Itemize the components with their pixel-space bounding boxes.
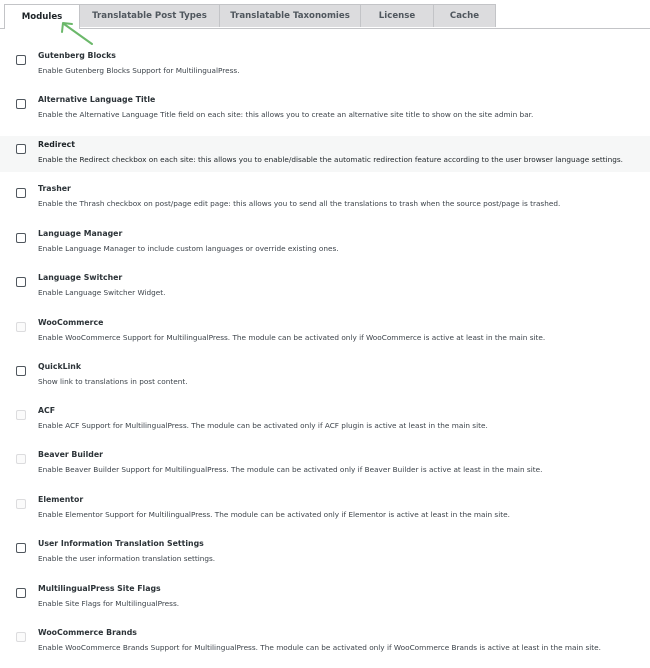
module-checkbox[interactable] (16, 277, 26, 287)
module-acf (0, 402, 650, 438)
module-trasher (0, 180, 650, 216)
module-elementor (0, 491, 650, 527)
module-checkbox[interactable] (16, 99, 26, 109)
module-checkbox[interactable] (16, 543, 26, 553)
module-title: MultilingualPress Site Flags (38, 584, 161, 593)
module-woocommerce (0, 314, 650, 350)
tab-translatable-taxonomies[interactable]: Translatable Taxonomies (219, 4, 361, 27)
module-title: Alternative Language Title (38, 95, 156, 104)
module-description: Enable Language Switcher Widget. (38, 288, 166, 297)
module-title: Redirect (38, 140, 76, 149)
module-checkbox (16, 632, 26, 642)
module-description: Enable the Thrash checkbox on post/page edit page: this allows you to send all the translations to trash when the source post/page is trashed. (38, 199, 561, 208)
module-title: WooCommerce (38, 318, 104, 327)
tab-license[interactable]: License (360, 4, 434, 27)
module-checkbox (16, 322, 26, 332)
module-description: Enable the user information translation settings. (38, 554, 216, 563)
module-beaver-builder (0, 446, 650, 482)
tab-translatable-post-types[interactable]: Translatable Post Types (79, 4, 220, 27)
module-title: Language Switcher (38, 273, 123, 282)
module-description: Enable Gutenberg Blocks Support for MultilingualPress. (38, 66, 240, 75)
module-description: Enable WooCommerce Support for MultilingualPress. The module can be activated only if WooCommerce is active at least in the main site. (38, 333, 546, 342)
module-description: Enable the Alternative Language Title field on each site: this allows you to create an alternative site title to show on the site admin bar. (38, 110, 534, 119)
module-site-flags (0, 580, 650, 616)
module-description: Enable the Redirect checkbox on each site: this allows you to enable/disable the automatic redirection feature according to the user browser language settings. (38, 155, 623, 164)
module-checkbox[interactable] (16, 233, 26, 243)
module-woocommerce-brands (0, 624, 650, 660)
module-language-switcher (0, 269, 650, 305)
module-title: Elementor (38, 495, 84, 504)
module-checkbox[interactable] (16, 588, 26, 598)
module-description: Enable Elementor Support for MultilingualPress. The module can be activated only if Elementor is active at least in the main site. (38, 510, 510, 519)
module-title: Trasher (38, 184, 71, 193)
module-title: Beaver Builder (38, 450, 103, 459)
module-checkbox (16, 499, 26, 509)
module-title: QuickLink (38, 362, 82, 371)
annotation-arrow-icon (58, 20, 98, 48)
module-gutenberg-blocks (0, 47, 650, 83)
module-description: Show link to translations in post content. (38, 377, 188, 386)
module-language-manager (0, 225, 650, 261)
module-redirect (0, 136, 650, 172)
module-checkbox (16, 454, 26, 464)
module-checkbox[interactable] (16, 366, 26, 376)
module-title: User Information Translation Settings (38, 539, 204, 548)
module-checkbox[interactable] (16, 55, 26, 65)
module-title: Gutenberg Blocks (38, 51, 116, 60)
module-title: ACF (38, 406, 56, 415)
module-quicklink (0, 358, 650, 394)
module-description: Enable WooCommerce Brands Support for MultilingualPress. The module can be activated only if WooCommerce Brands is active at least in the main site. (38, 643, 601, 652)
module-description: Enable Language Manager to include custom languages or override existing ones. (38, 244, 339, 253)
module-checkbox[interactable] (16, 188, 26, 198)
module-alternative-language-title (0, 91, 650, 127)
module-description: Enable Site Flags for MultilingualPress. (38, 599, 180, 608)
module-description: Enable Beaver Builder Support for MultilingualPress. The module can be activated only if Beaver Builder is active at least in the main site. (38, 465, 543, 474)
tab-cache[interactable]: Cache (433, 4, 496, 27)
tab-modules[interactable]: Modules (4, 4, 80, 29)
module-title: WooCommerce Brands (38, 628, 137, 637)
module-title: Language Manager (38, 229, 123, 238)
module-checkbox[interactable] (16, 144, 26, 154)
module-checkbox (16, 410, 26, 420)
module-user-information-translation-settings (0, 535, 650, 571)
module-description: Enable ACF Support for MultilingualPress. The module can be activated only if ACF plugin is active at least in the main site. (38, 421, 488, 430)
